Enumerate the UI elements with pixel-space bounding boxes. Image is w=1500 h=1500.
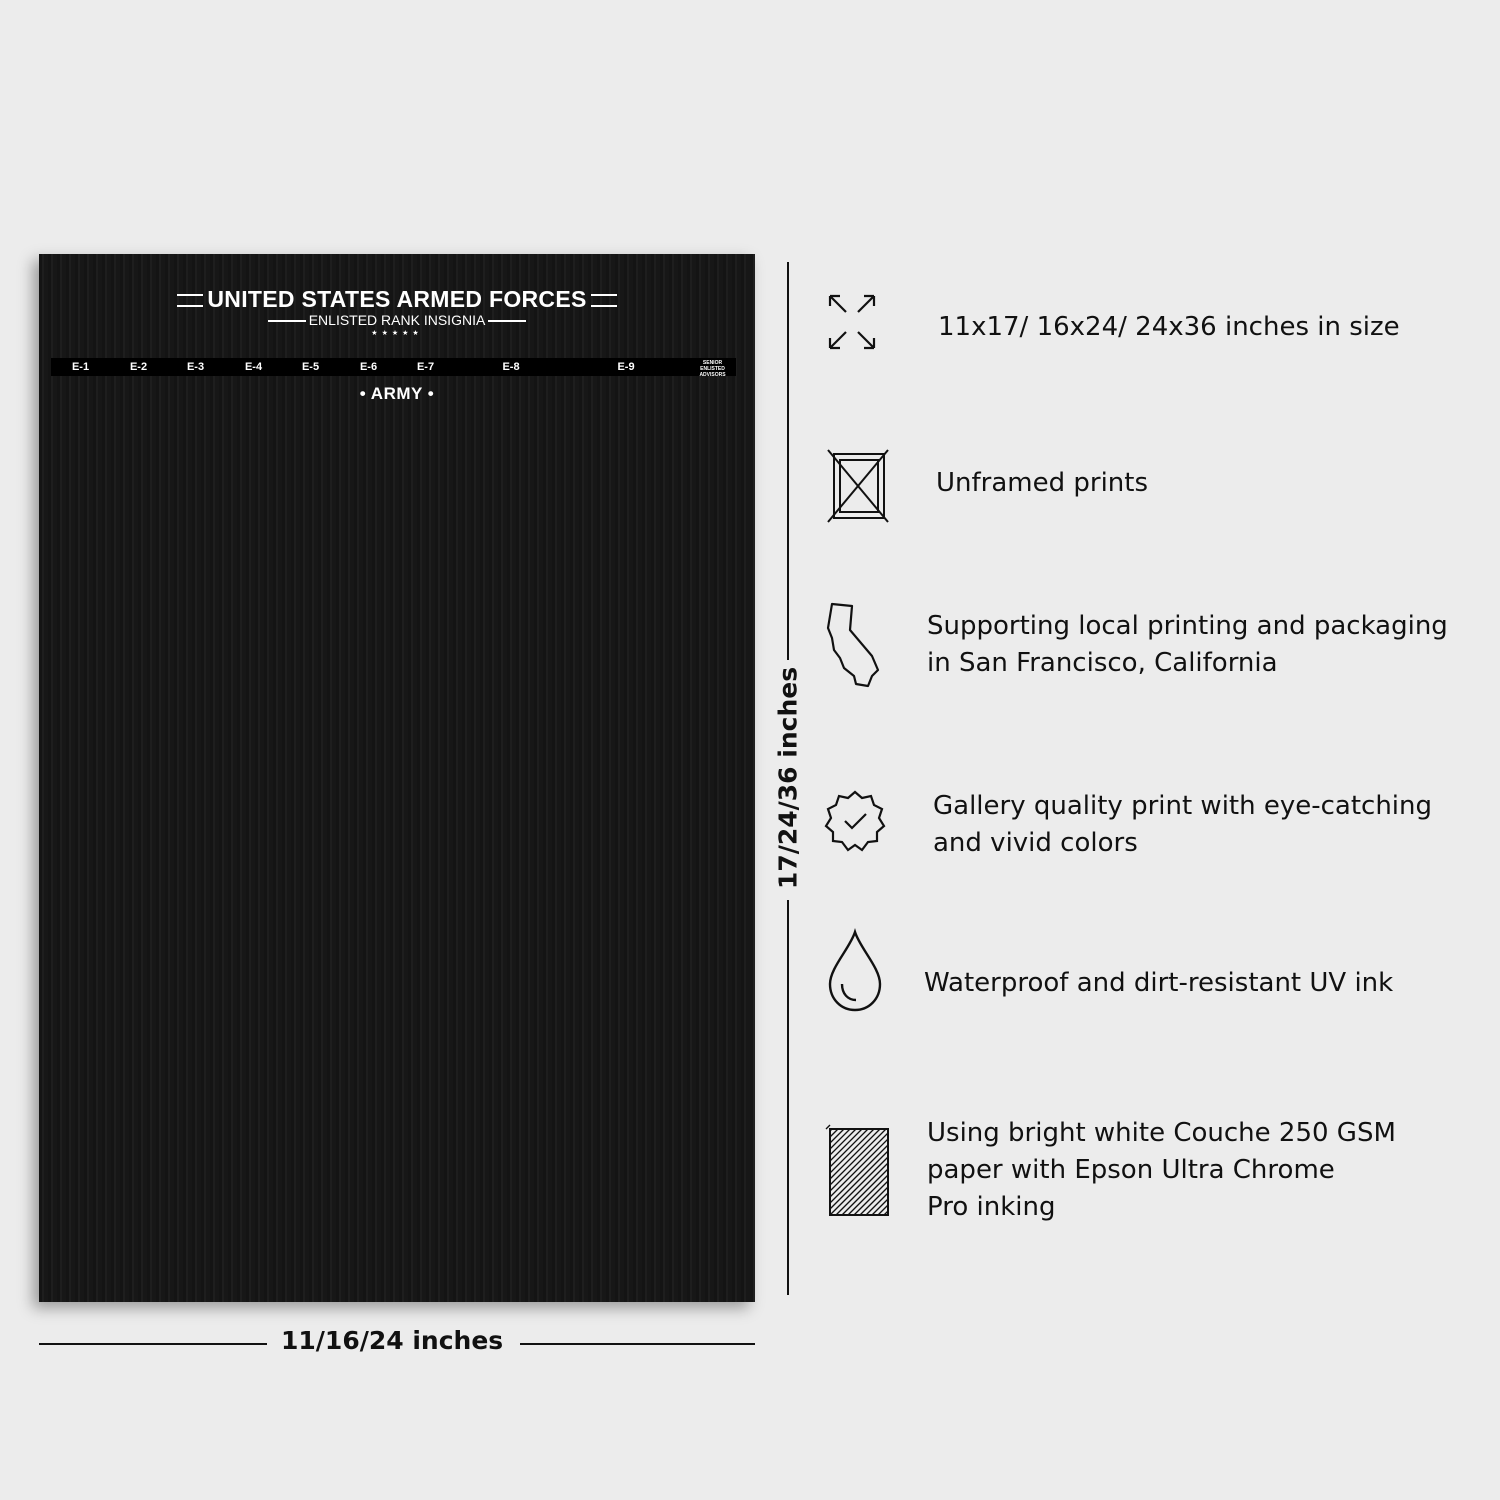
unframed-frame-icon xyxy=(820,448,892,524)
grade-e6: E-6 xyxy=(359,361,378,373)
grade-e8: E-8 xyxy=(502,361,520,373)
quality-badge-check-icon xyxy=(820,786,890,856)
poster-stars: ★★★★★ xyxy=(371,329,423,337)
grade-header-bar xyxy=(51,358,736,376)
width-dimension-line-left xyxy=(39,1343,267,1345)
poster-title: UNITED STATES ARMED FORCES xyxy=(39,286,755,313)
paper-texture-icon xyxy=(820,1115,896,1219)
feature-local-printing xyxy=(820,600,1500,720)
grade-e5: E-5 xyxy=(301,361,320,373)
width-dimension-line-right xyxy=(520,1343,755,1345)
grade-e1: E-1 xyxy=(71,361,90,373)
grade-senior-advisors: SENIOR ENLISTED ADVISORS xyxy=(699,360,726,378)
height-dimension-line-top xyxy=(787,262,789,660)
height-dimension-line-bottom xyxy=(787,900,789,1295)
feature-waterproof-text: Waterproof and dirt-resistant UV ink xyxy=(924,968,1394,998)
feature-size xyxy=(820,290,1500,410)
water-drop-icon xyxy=(820,926,890,1016)
feature-paper xyxy=(820,1115,1500,1235)
grade-e2: E-2 xyxy=(129,361,148,373)
feature-gallery-quality xyxy=(820,786,1500,906)
california-map-icon xyxy=(820,600,890,690)
width-dimension-label: 11/16/24 inches xyxy=(281,1326,504,1355)
rank-insignia-poster xyxy=(39,254,755,1302)
grade-e3: E-3 xyxy=(186,361,205,373)
feature-gallery-quality-text: Gallery quality print with eye-catching and vivid colors xyxy=(933,791,1433,858)
feature-local-printing-text: Supporting local printing and packaging in San Francisco, California xyxy=(927,611,1448,678)
expand-arrows-icon xyxy=(820,290,884,354)
feature-waterproof xyxy=(820,926,1500,1046)
feature-unframed xyxy=(820,448,1500,568)
grade-e4: E-4 xyxy=(244,361,263,373)
poster-subtitle: ENLISTED RANK INSIGNIA xyxy=(39,312,755,328)
grade-e7: E-7 xyxy=(416,361,435,373)
branch-label-army: • ARMY • xyxy=(359,384,435,403)
feature-paper-text: Using bright white Couche 250 GSM paper with Epson Ultra Chrome Pro inking xyxy=(927,1118,1396,1222)
grade-e9: E-9 xyxy=(617,361,635,373)
feature-unframed-text: Unframed prints xyxy=(936,468,1149,498)
feature-size-text: 11x17/ 16x24/ 24x36 inches in size xyxy=(938,312,1400,342)
height-dimension-label: 17/24/36 inches xyxy=(773,666,803,890)
